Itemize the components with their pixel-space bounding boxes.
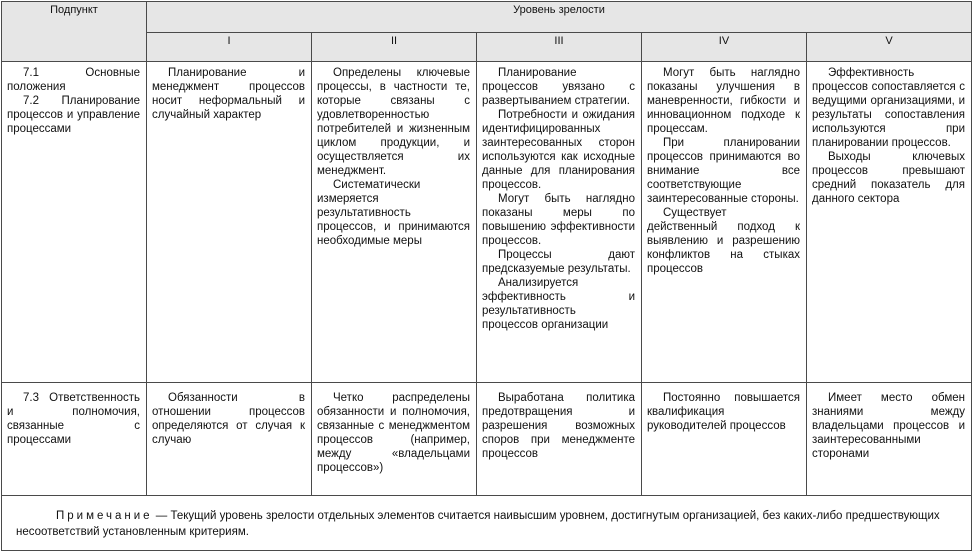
level-4-cell [642, 62, 807, 383]
subclause-text: 7.1 Основные положения [7, 67, 140, 93]
cell-paragraph: Выработана политика предотвращения и разрешения возможных споров при менеджменте процессов [482, 392, 635, 460]
header-level-3: III [477, 33, 642, 62]
header-level-5: V [807, 33, 972, 62]
note-label: Примечание [56, 510, 153, 522]
level-1-cell [147, 383, 312, 496]
cell-paragraph: Планирование и менеджмент процессов носит неформальный и случайный характер [152, 67, 305, 121]
maturity-table [1, 1, 972, 551]
table-row [2, 62, 972, 383]
subclause-text: 7.3 Ответственность и полномочия, связанные с процессами [7, 392, 140, 446]
note-paragraph [16, 508, 957, 540]
cell-paragraph: Выходы ключевых процессов превышают средний показатель для данного сектора [812, 151, 965, 205]
note-text: Текущий уровень зрелости отдельных элементов считается наивысшим уровнем, достигнутым организацией, без каких-либо предшествующих несоответствий установленным критериям. [16, 510, 940, 538]
level-4-cell [642, 383, 807, 496]
header-level-1: I [147, 33, 312, 62]
cell-paragraph: Обязанности в отношении процессов определяются от случая к случаю [152, 392, 305, 446]
cell-paragraph: Могут быть наглядно показаны улучшения в маневренности, гибкости и инновационном подходе к процессам. [647, 67, 800, 135]
note-dash: — [152, 510, 171, 522]
cell-paragraph: Процессы дают предсказуемые результаты. [482, 249, 635, 275]
cell-paragraph: Четко распределены обязанности и полномочия, связанные с менеджментом процессов (например, между «владельцами процессов») [317, 392, 470, 474]
level-2-cell [312, 62, 477, 383]
level-3-cell [477, 383, 642, 496]
cell-paragraph: Потребности и ожидания идентифицированных заинтересованных сторон используются как исходные данные для планирования процессов. [482, 109, 635, 191]
header-level-2: II [312, 33, 477, 62]
level-3-cell [477, 62, 642, 383]
level-1-cell [147, 62, 312, 383]
level-2-cell [312, 383, 477, 496]
header-maturity-level: Уровень зрелости [147, 2, 972, 33]
level-5-cell [807, 62, 972, 383]
note-row [2, 496, 972, 551]
cell-paragraph: Имеет место обмен знаниями между владельцами процессов и заинтересованными сторонами [812, 392, 965, 460]
subclause-text: 7.2 Планирование процессов и управление процессами [7, 95, 140, 135]
header-subclause: Подпункт [2, 2, 147, 62]
cell-paragraph: Планирование процессов увязано с развертыванием стратегии. [482, 67, 635, 107]
cell-paragraph: Анализируется эффективность и результативность процессов организации [482, 277, 635, 331]
cell-paragraph: При планировании процессов принимаются во внимание все соответствующие заинтересованные стороны. [647, 137, 800, 205]
subclause-cell [2, 62, 147, 383]
note-cell [2, 496, 972, 551]
cell-paragraph: Существует действенный подход к выявлению и разрешению конфликтов на стыках процессов [647, 207, 800, 275]
cell-paragraph: Определены ключевые процессы, в частности те, которые связаны с удовлетворенностью потребителей и жизненным циклом продукции, и осуществляется их менеджмент. [317, 67, 470, 177]
subclause-cell [2, 383, 147, 496]
cell-paragraph: Постоянно повышается квалификация руководителей процессов [647, 392, 800, 432]
cell-paragraph: Могут быть наглядно показаны меры по повышению эффективности процессов. [482, 193, 635, 247]
level-5-cell [807, 383, 972, 496]
table-row [2, 383, 972, 496]
header-level-4: IV [642, 33, 807, 62]
cell-paragraph: Эффективность процессов сопоставляется с ведущими организациями, и результаты сопоставления используются при планировании процессов. [812, 67, 965, 149]
cell-paragraph: Систематически измеряется результативность процессов, и принимаются необходимые меры [317, 179, 470, 247]
